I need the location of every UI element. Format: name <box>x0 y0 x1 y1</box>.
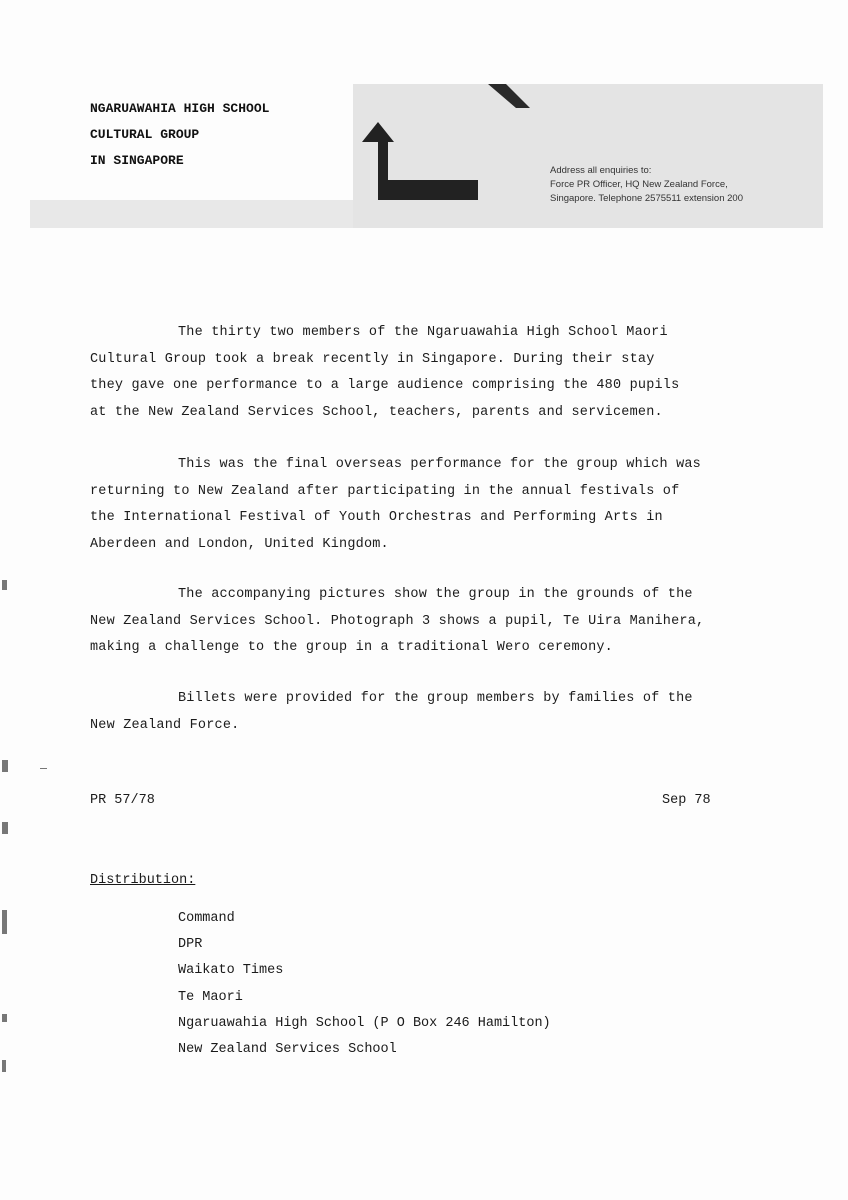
distribution-item: Waikato Times <box>178 963 284 979</box>
scan-mark <box>2 580 7 590</box>
letterhead-title-line: CULTURAL GROUP <box>90 127 200 142</box>
text-line: New Zealand Services School. Photograph 3 shows a pupil, Te Uira Manihera, <box>90 613 705 629</box>
distribution-heading: Distribution: <box>90 873 196 888</box>
paragraph <box>90 320 770 426</box>
text-line: The thirty two members of the Ngaruawahia High School Maori <box>178 325 668 340</box>
scan-mark <box>2 910 7 934</box>
letterhead-title <box>90 96 269 174</box>
text-line: The accompanying pictures show the group in the grounds of the <box>178 587 693 602</box>
address-line: Singapore. Telephone 2575511 extension 200 <box>550 193 743 204</box>
text-line: at the New Zealand Services School, teachers, parents and servicemen. <box>90 404 663 420</box>
text-line: making a challenge to the group in a traditional Wero ceremony. <box>90 640 613 655</box>
paragraph <box>90 686 770 739</box>
distribution-list <box>178 906 551 1063</box>
text-line: New Zealand Force. <box>90 717 240 733</box>
distribution-item: Command <box>178 911 235 926</box>
scan-mark <box>2 760 8 772</box>
scan-mark <box>2 822 8 834</box>
text-line: they gave one performance to a large audience comprising the 480 pupils <box>90 378 680 393</box>
letterhead-title-line: IN SINGAPORE <box>90 153 184 168</box>
paragraph <box>90 452 770 558</box>
address-line: Force PR Officer, HQ New Zealand Force, <box>550 179 728 190</box>
reference-number: PR 57/78 <box>90 793 155 808</box>
letterhead <box>30 84 823 228</box>
distribution-item: New Zealand Services School <box>178 1042 397 1058</box>
text-line: This was the final overseas performance for the group which was <box>178 457 701 472</box>
text-line: Billets were provided for the group members by families of the <box>178 691 693 706</box>
scan-mark <box>40 768 47 769</box>
text-line: returning to New Zealand after participating in the annual festivals of <box>90 483 680 499</box>
scan-mark <box>2 1014 7 1022</box>
paragraph <box>90 582 770 662</box>
text-line: Cultural Group took a break recently in Singapore. During their stay <box>90 351 655 367</box>
return-arrow-icon <box>360 84 540 204</box>
scan-mark <box>2 1060 6 1072</box>
distribution-item: Te Maori <box>178 989 243 1005</box>
release-date: Sep 78 <box>662 793 711 808</box>
letterhead-title-line: NGARUAWAHIA HIGH SCHOOL <box>90 101 270 116</box>
text-line: the International Festival of Youth Orchestras and Performing Arts in <box>90 510 663 525</box>
letterhead-address <box>550 164 743 206</box>
distribution-item: Ngaruawahia High School (P O Box 246 Hamilton) <box>178 1015 551 1031</box>
address-line: Address all enquiries to: <box>550 165 652 176</box>
text-line: Aberdeen and London, United Kingdom. <box>90 536 389 552</box>
distribution-item: DPR <box>178 937 203 953</box>
